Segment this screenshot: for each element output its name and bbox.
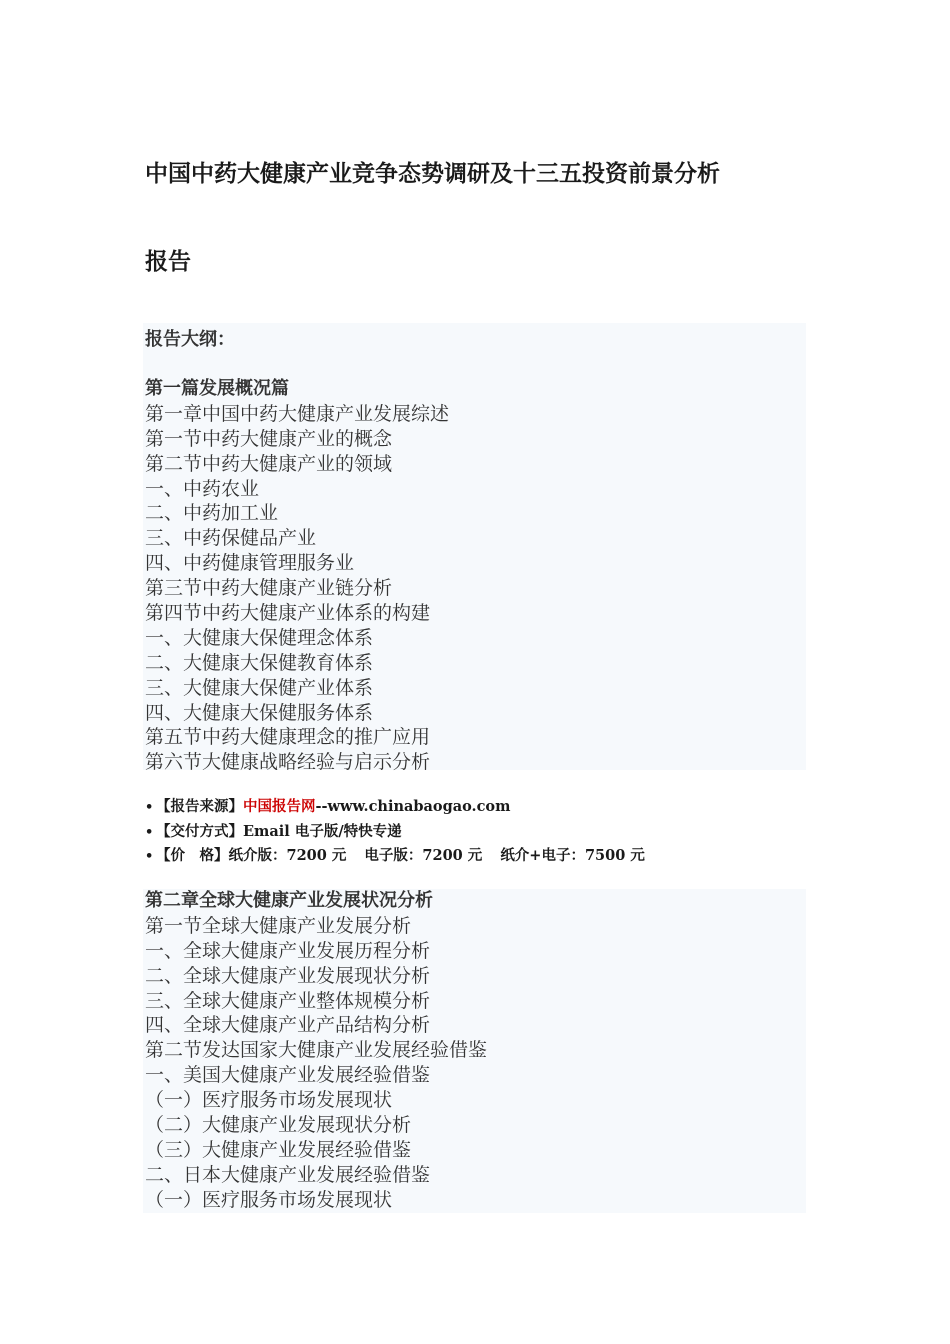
outline-item: 一、中药农业	[145, 477, 260, 500]
source-url[interactable]: --www.chinabaogao.com	[315, 798, 511, 815]
outline-item: 四、全球大健康产业产品结构分析	[145, 1014, 431, 1037]
price-paper: 纸介版：7200 元	[228, 847, 347, 864]
outline-item: 第一章中国中药大健康产业发展综述	[145, 402, 450, 425]
chapter-heading: 第二章全球大健康产业发展状况分析	[145, 890, 433, 911]
outline-item: 二、大健康大保健教育体系	[145, 651, 374, 674]
outline-item: 第一节全球大健康产业发展分析	[145, 914, 412, 937]
info-price	[145, 844, 805, 869]
outline-label: 报告大纲：	[145, 329, 235, 350]
report-title-line-1: 中国中药大健康产业竞争态势调研及十三五投资前景分析	[145, 161, 720, 187]
outline-item: 一、美国大健康产业发展经验借鉴	[145, 1064, 431, 1087]
outline-item: 一、全球大健康产业发展历程分析	[145, 939, 431, 962]
outline-item: 第二节中药大健康产业的领域	[145, 452, 393, 475]
report-title-line-2: 报告	[145, 249, 191, 275]
delivery-value: Email 电子版/特快专递	[243, 822, 402, 840]
outline-section-1	[143, 323, 806, 774]
price-electronic: 电子版：7200 元	[364, 847, 483, 864]
outline-item: （一）医疗服务市场发展现状	[145, 1188, 393, 1211]
outline-item: 三、大健康大保健产业体系	[145, 676, 374, 699]
price-label: 【价 格】	[156, 847, 229, 864]
outline-item: 四、大健康大保健服务体系	[145, 701, 374, 724]
outline-item: （三）大健康产业发展经验借鉴	[145, 1138, 412, 1161]
outline-item: 二、日本大健康产业发展经验借鉴	[145, 1163, 431, 1186]
report-info-list	[145, 795, 805, 869]
outline-item: （一）医疗服务市场发展现状	[145, 1089, 393, 1112]
outline-item: 一、大健康大保健理念体系	[145, 626, 374, 649]
section-heading: 第一篇发展概况篇	[145, 378, 289, 399]
bullet: •	[145, 800, 154, 815]
outline-item: 三、中药保健品产业	[145, 527, 317, 550]
delivery-label: 【交付方式】	[156, 822, 243, 840]
source-link[interactable]: 中国报告网	[243, 798, 316, 815]
outline-item: （二）大健康产业发展现状分析	[145, 1114, 412, 1137]
outline-item: 二、中药加工业	[145, 502, 279, 525]
outline-item: 第二节发达国家大健康产业发展经验借鉴	[145, 1039, 488, 1062]
outline-item: 二、全球大健康产业发展现状分析	[145, 964, 431, 987]
outline-item: 第三节中药大健康产业链分析	[145, 577, 393, 600]
outline-item: 第一节中药大健康产业的概念	[145, 427, 393, 450]
outline-item: 第五节中药大健康理念的推广应用	[145, 726, 431, 749]
outline-item: 四、中药健康管理服务业	[145, 552, 355, 575]
outline-section-2	[143, 889, 806, 1213]
source-label: 【报告来源】	[156, 798, 243, 815]
outline-item: 三、全球大健康产业整体规模分析	[145, 989, 431, 1012]
bullet: •	[145, 824, 154, 840]
info-source	[145, 795, 805, 820]
spacer	[143, 356, 806, 377]
outline-item: 第六节大健康战略经验与启示分析	[145, 751, 431, 774]
info-delivery	[145, 820, 805, 845]
price-combo: 纸介+电子：7500 元	[500, 847, 645, 864]
bullet: •	[145, 849, 154, 864]
outline-item: 第四节中药大健康产业体系的构建	[145, 602, 431, 625]
